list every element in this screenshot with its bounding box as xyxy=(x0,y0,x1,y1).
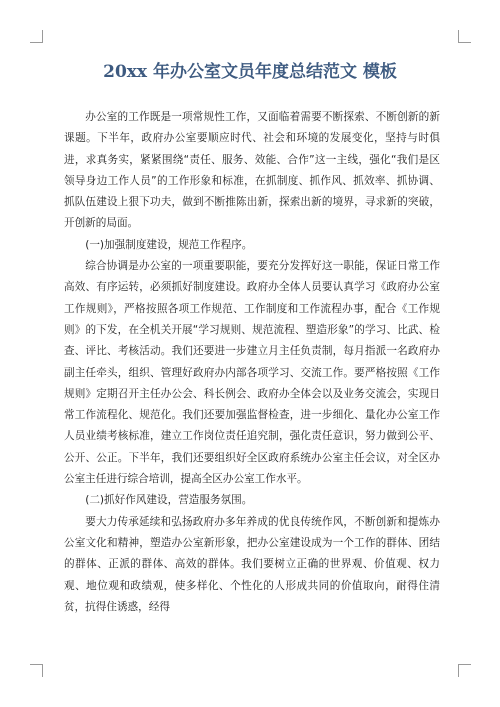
document-body xyxy=(64,107,440,618)
crop-mark-bottom-left xyxy=(30,664,43,677)
section-heading-1: (一)加强制度建设，规范工作程序。 xyxy=(85,238,253,251)
crop-mark-top-right xyxy=(458,30,471,43)
intro-paragraph: 办公室的工作既是一项常规性工作，又面临着需要不断探索、不断创新的新课题。下半年，政府办公室要顺应时代、社会和环境的发展变化，坚持与时俱进，求真务实，紧紧围绕“责任、服务、效能、合作”这一主线，强化“我们是区领导身边工作人员”的工作形象和标准，在抓制度、抓作风、抓效率、抓协调、抓队伍建设上狠下功夫，做到不断推陈出新，探索出新的境界，寻求新的突破，开创新的局面。 xyxy=(64,111,440,230)
section-paragraph-1: 综合协调是办公室的一项重要职能，要充分发挥好这一职能，保证日常工作高效、有序运转，必须抓好制度建设。政府办全体人员要认真学习《政府办公室工作规则》，严格按照各项工作规范、工作制度和工作流程办事，配合《工作规则》的下发，在全机关开展“学习规则、规范流程、塑造形象”的学习、比武、检查、评比、考核活动。我们还要进一步建立月主任负责制，每月指派一名政府办副主任牵头，组织、管理好政府办内部各项学习、交流工作。要严格按照《工作规则》定期召开主任办公会、科长例会、政府办全体会以及业务交流会，实现日常工作流程化、规范化。我们还要加强监督检查，进一步细化、量化办公室工作人员业绩考核标准，建立工作岗位责任追究制，强化责任意识，努力做到公平、公开、公正。下半年，我们还要组织好全区政府系统办公室主任会议，对全区办公室主任进行综合培训，提高全区办公室工作水平。 xyxy=(64,260,440,486)
section-heading-2: (二)抓好作风建设，营造服务氛围。 xyxy=(85,494,253,507)
document-title: 20xx 年办公室文员年度总结范文 模板 xyxy=(103,62,397,82)
crop-mark-top-left xyxy=(30,30,43,43)
section-paragraph-2: 要大力传承延续和弘扬政府办多年养成的优良传统作风，不断创新和提炼办公室文化和精神，塑造办公室新形象，把办公室建设成为一个工作的群体、团结的群体、正派的群体、高效的群体。我们要树立正确的世界观、价值观、权力观、地位观和政绩观，使多样化、个性化的人形成共同的价值取向，耐得住清贫，抗得住诱惑，经得 xyxy=(64,515,440,613)
crop-mark-bottom-right xyxy=(458,664,471,677)
